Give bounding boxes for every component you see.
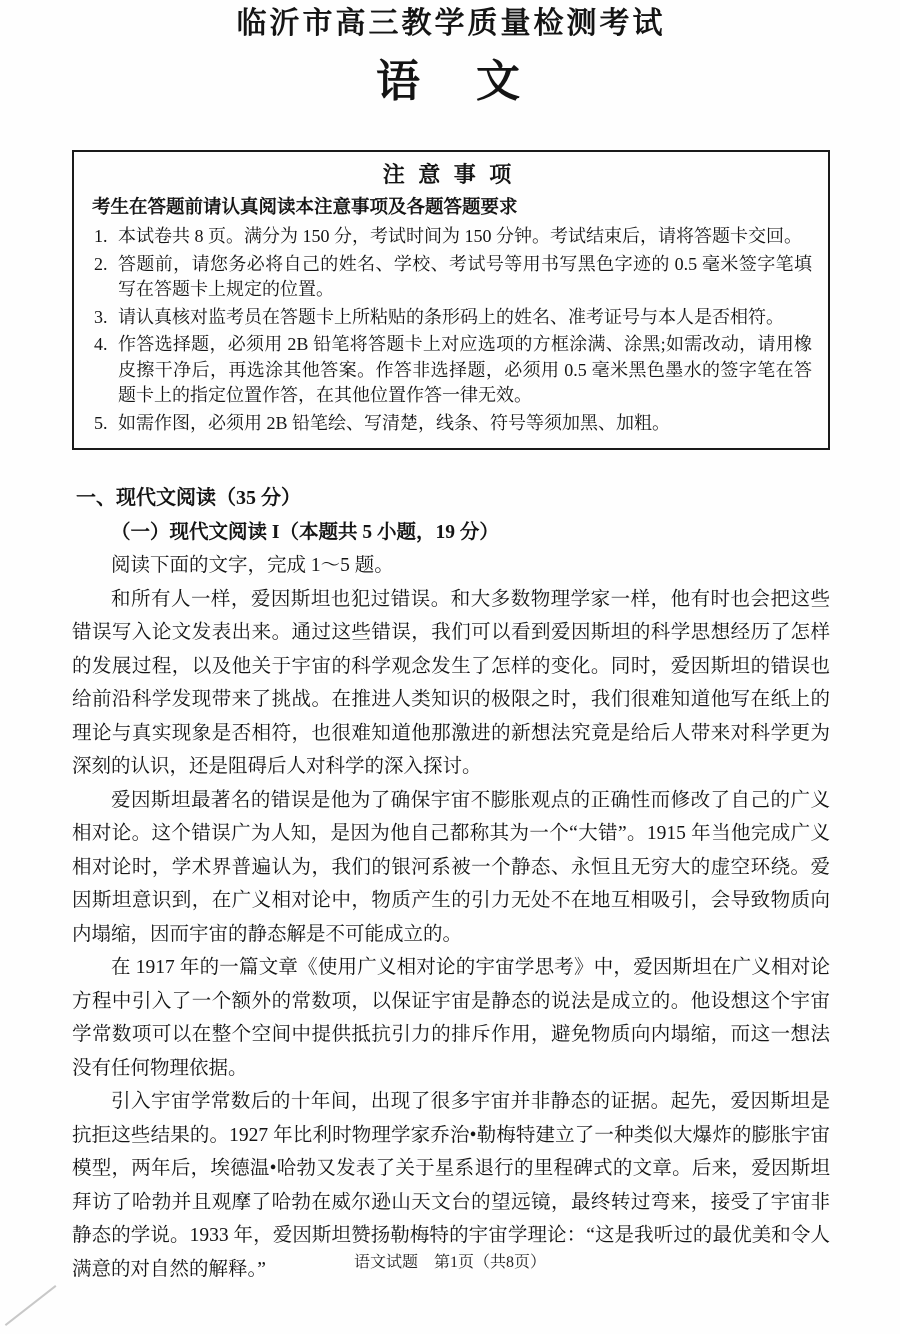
notice-item-number: 3. [94, 306, 108, 327]
notice-item [86, 332, 812, 409]
notice-item [86, 224, 812, 250]
notice-item-text: 答题前，请您务必将自己的姓名、学校、考试号等用书写黑色字迹的 0.5 毫米签字笔填写在答题卡上规定的位置。 [118, 253, 812, 299]
exam-subject: 语 文 [376, 57, 526, 106]
page-footer: 语文试题 第1页（共8页） [353, 1254, 546, 1271]
scan-edge-artifact [5, 1285, 57, 1326]
notice-item-text: 请认真核对监考员在答题卡上所粘贴的条形码上的姓名、准考证号与本人是否相符。 [118, 306, 784, 327]
notice-item-text: 本试卷共 8 页。满分为 150 分，考试时间为 150 分钟。考试结束后，请将答题卡交回。 [118, 226, 802, 246]
reading-instruction: 阅读下面的文字，完成 1～5 题。 [111, 555, 394, 576]
reading-paragraph: 在 1917 年的一篇文章《使用广义相对论的宇宙学思考》中，爱因斯坦在广义相对论方程中引入了一个额外的常数项，以保证宇宙是静态的说法是成立的。他设想这个宇宙学常数项可以在整个空间中提供抵抗引力的排斥作用，避免物质向内塌缩，而这一想法没有任何物理依据。 [72, 957, 830, 1079]
notice-item-number: 4. [94, 334, 108, 354]
notice-list [86, 224, 812, 436]
notice-item-number: 1. [94, 226, 108, 246]
notice-item-number: 2. [94, 253, 108, 274]
exam-content [72, 482, 830, 1286]
reading-paragraph: 爱因斯坦最著名的错误是他为了确保宇宙不膨胀观点的正确性而修改了自己的广义相对论。这个错误广为人知，是因为他自己都称其为一个“大错”。1915 年当他完成广义相对论时，学术界普遍认为，我们的银河系被一个静态、永恒且无穷大的虚空环绕。爱因斯坦意识到，在广义相对论中，物质产生的引力无处不在地互相吸引，会导致物质向内塌缩，因而宇宙的静态解是不可能成立的。 [72, 789, 830, 945]
notice-box [72, 150, 830, 450]
subsection-title: （一）现代文阅读 I（本题共 5 小题，19 分） [111, 521, 499, 543]
notice-item-text: 作答选择题，必须用 2B 铅笔将答题卡上对应选项的方框涂满、涂黑;如需改动，请用橡皮擦干净后，再选涂其他答案。作答非选择题，必须用 0.5 毫米黑色墨水的签字笔在答题卡上的指定位置作答，在其他位置作答一律无效。 [118, 334, 812, 405]
notice-subtitle: 考生在答题前请认真阅读本注意事项及各题答题要求 [92, 198, 518, 218]
notice-title: 注 意 事 项 [382, 162, 516, 187]
section-title: 一、现代文阅读（35 分） [76, 487, 301, 509]
notice-item [86, 252, 812, 303]
notice-item-number: 5. [94, 412, 108, 433]
notice-item [86, 411, 812, 437]
reading-paragraph: 引入宇宙学常数后的十年间，出现了很多宇宙并非静态的证据。起先，爱因斯坦是抗拒这些结果的。1927 年比利时物理学家乔治•勒梅特建立了一种类似大爆炸的膨胀宇宙模型，两年后，埃德温•哈勃又发表了关于星系退行的里程碑式的文章。后来，爱因斯坦拜访了哈勃并且观摩了哈勃在威尔逊山天文台的望远镜，最终转过弯来，接受了宇宙非静态的学说。1933 年，爱因斯坦赞扬勒梅特的宇宙学理论：“这是我听过的最优美和令人满意的对自然的解释。” [72, 1091, 830, 1280]
exam-title: 临沂市高三教学质量检测考试 [236, 7, 666, 40]
notice-item [86, 305, 812, 331]
reading-paragraph: 和所有人一样，爱因斯坦也犯过错误。和大多数物理学家一样，他有时也会把这些错误写入论文发表出来。通过这些错误，我们可以看到爱因斯坦的科学思想经历了怎样的发展过程，以及他关于宇宙的科学观念发生了怎样的变化。同时，爱因斯坦的错误也给前沿科学发现带来了挑战。在推进人类知识的极限之时，我们很难知道他写在纸上的理论与真实现象是否相符，也很难知道他那激进的新想法究竟是给后人带来对科学更为深刻的认识，还是阻碍后人对科学的深入探讨。 [72, 588, 830, 777]
notice-item-text: 如需作图，必须用 2B 铅笔绘、写清楚，线条、符号等须加黑、加粗。 [118, 412, 671, 433]
